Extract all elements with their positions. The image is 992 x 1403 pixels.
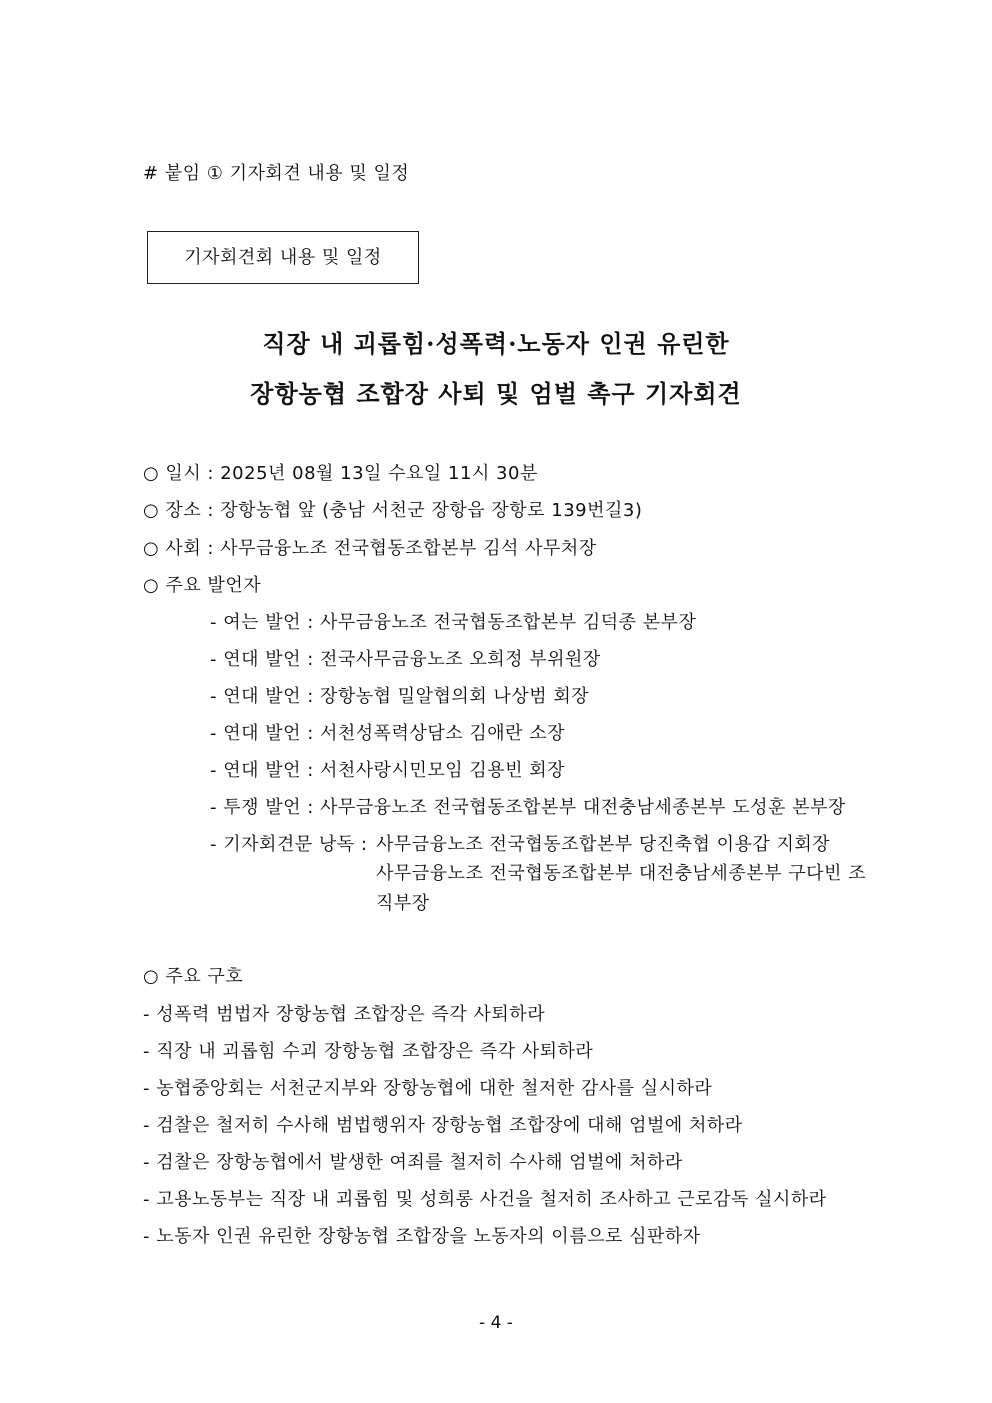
detail-speakers-heading: ○ 주요 발언자 — [143, 575, 262, 596]
slogan-item: - 농협중앙회는 서천군지부와 장항농협에 대한 철저한 감사를 실시하라 — [143, 1078, 713, 1099]
slogan-item: - 직장 내 괴롭힘 수괴 장항농협 조합장은 즉각 사퇴하라 — [143, 1041, 594, 1062]
reading-line: 사무금융노조 전국협동조합본부 당진축협 이용갑 지회장 — [376, 834, 831, 855]
slogans-heading: ○ 주요 구호 — [143, 966, 244, 987]
main-title-line-1: 직장 내 괴롭힘·성폭력·노동자 인권 유린한 — [262, 329, 730, 358]
title-box-label: 기자회견회 내용 및 일정 — [184, 246, 382, 268]
main-title-line-2: 장항농협 조합장 사퇴 및 엄벌 촉구 기자회견 — [250, 379, 742, 408]
slogan-item: - 성폭력 범법자 장항농협 조합장은 즉각 사퇴하라 — [143, 1004, 546, 1025]
speaker-item: - 연대 발언 : 서천사랑시민모임 김용빈 회장 — [210, 760, 565, 781]
page-number: - 4 - — [479, 1313, 513, 1333]
detail-place: ○ 장소 : 장항농협 앞 (충남 서천군 장항읍 장항로 139번길3) — [143, 500, 643, 521]
detail-host: ○ 사회 : 사무금융노조 전국협동조합본부 김석 사무처장 — [143, 538, 597, 559]
speaker-item: - 여는 발언 : 사무금융노조 전국협동조합본부 김덕종 본부장 — [210, 612, 697, 633]
detail-date: ○ 일시 : 2025년 08월 13일 수요일 11시 30분 — [143, 463, 538, 484]
slogan-item: - 검찰은 장항농협에서 발생한 여죄를 철저히 수사해 엄벌에 처하라 — [143, 1152, 683, 1173]
slogan-item: - 검찰은 철저히 수사해 범법행위자 장항농협 조합장에 대해 엄벌에 처하라 — [143, 1115, 743, 1136]
attachment-header: # 붙임 ① 기자회견 내용 및 일정 — [143, 163, 410, 184]
reading-line: 직부장 — [376, 893, 430, 914]
speaker-item: - 연대 발언 : 서천성폭력상담소 김애란 소장 — [210, 723, 565, 744]
reading-label: - 기자회견문 낭독 : — [210, 834, 368, 855]
title-box — [147, 231, 419, 284]
slogan-item: - 고용노동부는 직장 내 괴롭힘 및 성희롱 사건을 철저히 조사하고 근로감독 실시하라 — [143, 1189, 827, 1210]
reading-line: 사무금융노조 전국협동조합본부 대전충남세종본부 구다빈 조 — [376, 863, 866, 884]
speaker-item: - 연대 발언 : 장항농협 밀알협의회 나상범 회장 — [210, 686, 590, 707]
speaker-item: - 투쟁 발언 : 사무금융노조 전국협동조합본부 대전충남세종본부 도성훈 본부장 — [210, 797, 846, 818]
speaker-item: - 연대 발언 : 전국사무금융노조 오희정 부위원장 — [210, 649, 601, 670]
slogan-item: - 노동자 인권 유린한 장항농협 조합장을 노동자의 이름으로 심판하자 — [143, 1226, 701, 1247]
